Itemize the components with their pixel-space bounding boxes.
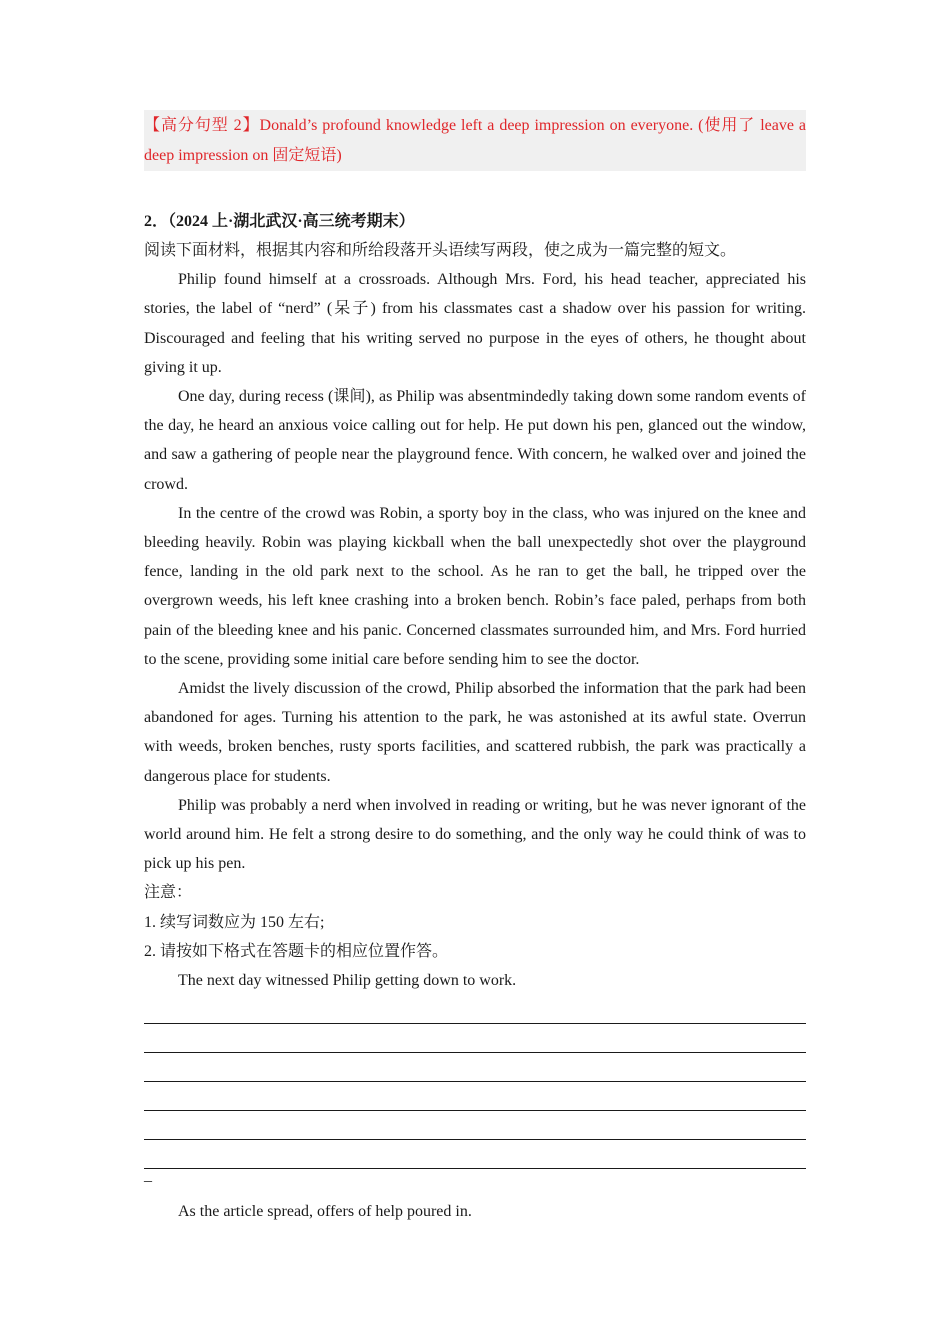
answer-line-stub: _ — [144, 1167, 152, 1185]
story-paragraph-1: Philip found himself at a crossroads. Although Mrs. Ford, his head teacher, appreciated his stories, the label of “nerd” (呆子) from his classmates cast a shadow over his passion for writing. Discouraged and feeling that his writing served no purpose in the eyes of others, he thought about giving it up. — [144, 271, 806, 376]
question-instruction: 阅读下面材料，根据其内容和所给段落开头语续写两段，使之成为一篇完整的短文。 — [144, 242, 737, 259]
answer-line[interactable] — [144, 1140, 806, 1169]
story-paragraph-5: Philip was probably a nerd when involved in reading or writing, but he was never ignorant of the world around him. He felt a strong desire to do something, and the only way he could think of was to pick up his pen. — [144, 796, 806, 873]
paragraph-opening-1: The next day witnessed Philip getting down to work. — [178, 972, 517, 990]
paragraph-opening-2: As the article spread, offers of help poured in. — [178, 1203, 472, 1221]
story-paragraph-2: One day, during recess (课间), as Philip was absentmindedly taking down some random events of the day, he heard an anxious voice calling out for help. He put down his pen, glanced out the window, and saw a gathering of people near the playground fence. With concern, he walked over and joined the crowd. — [144, 388, 806, 493]
question-number-label: 2．（2024 上·湖北武汉·高三统考期末） — [144, 213, 415, 230]
answer-line[interactable] — [144, 995, 806, 1024]
document-page — [144, 110, 806, 1226]
answer-line[interactable] — [144, 1111, 806, 1140]
answer-line[interactable] — [144, 1053, 806, 1082]
answer-line[interactable] — [144, 1082, 806, 1111]
answer-line[interactable] — [144, 1024, 806, 1053]
note-format: 2. 请按如下格式在答题卡的相应位置作答。 — [144, 942, 449, 960]
notes-title: 注意： — [144, 884, 193, 902]
highlight-sentence-pattern: 【高分句型 2】Donald’s profound knowledge left a deep impression on everyone. (使用了 leave a deep impression on 固定短语) — [144, 110, 806, 171]
note-word-count: 1. 续写词数应为 150 左右; — [144, 913, 325, 931]
story-paragraph-3: In the centre of the crowd was Robin, a sporty boy in the class, who was injured on the knee and bleeding heavily. Robin was playing kickball when the ball unexpectedly shot over the playground fence, landing in the old park next to the school. As he ran to get the ball, he tripped over the overgrown weeds, his left knee crashing into a broken bench. Robin’s face paled, perhaps from both pain of the bleeding knee and his panic. Concerned classmates surrounded him, and Mrs. Ford hurried to the scene, providing some initial care before sending him to see the doctor. — [144, 504, 806, 668]
story-paragraph-4: Amidst the lively discussion of the crowd, Philip absorbed the information that the park had been abandoned for ages. Turning his attention to the park, he was astonished at its awful state. Overrun with weeds, broken benches, rusty sports facilities, and scattered rubbish, the park was practically a dangerous place for students. — [144, 680, 806, 785]
